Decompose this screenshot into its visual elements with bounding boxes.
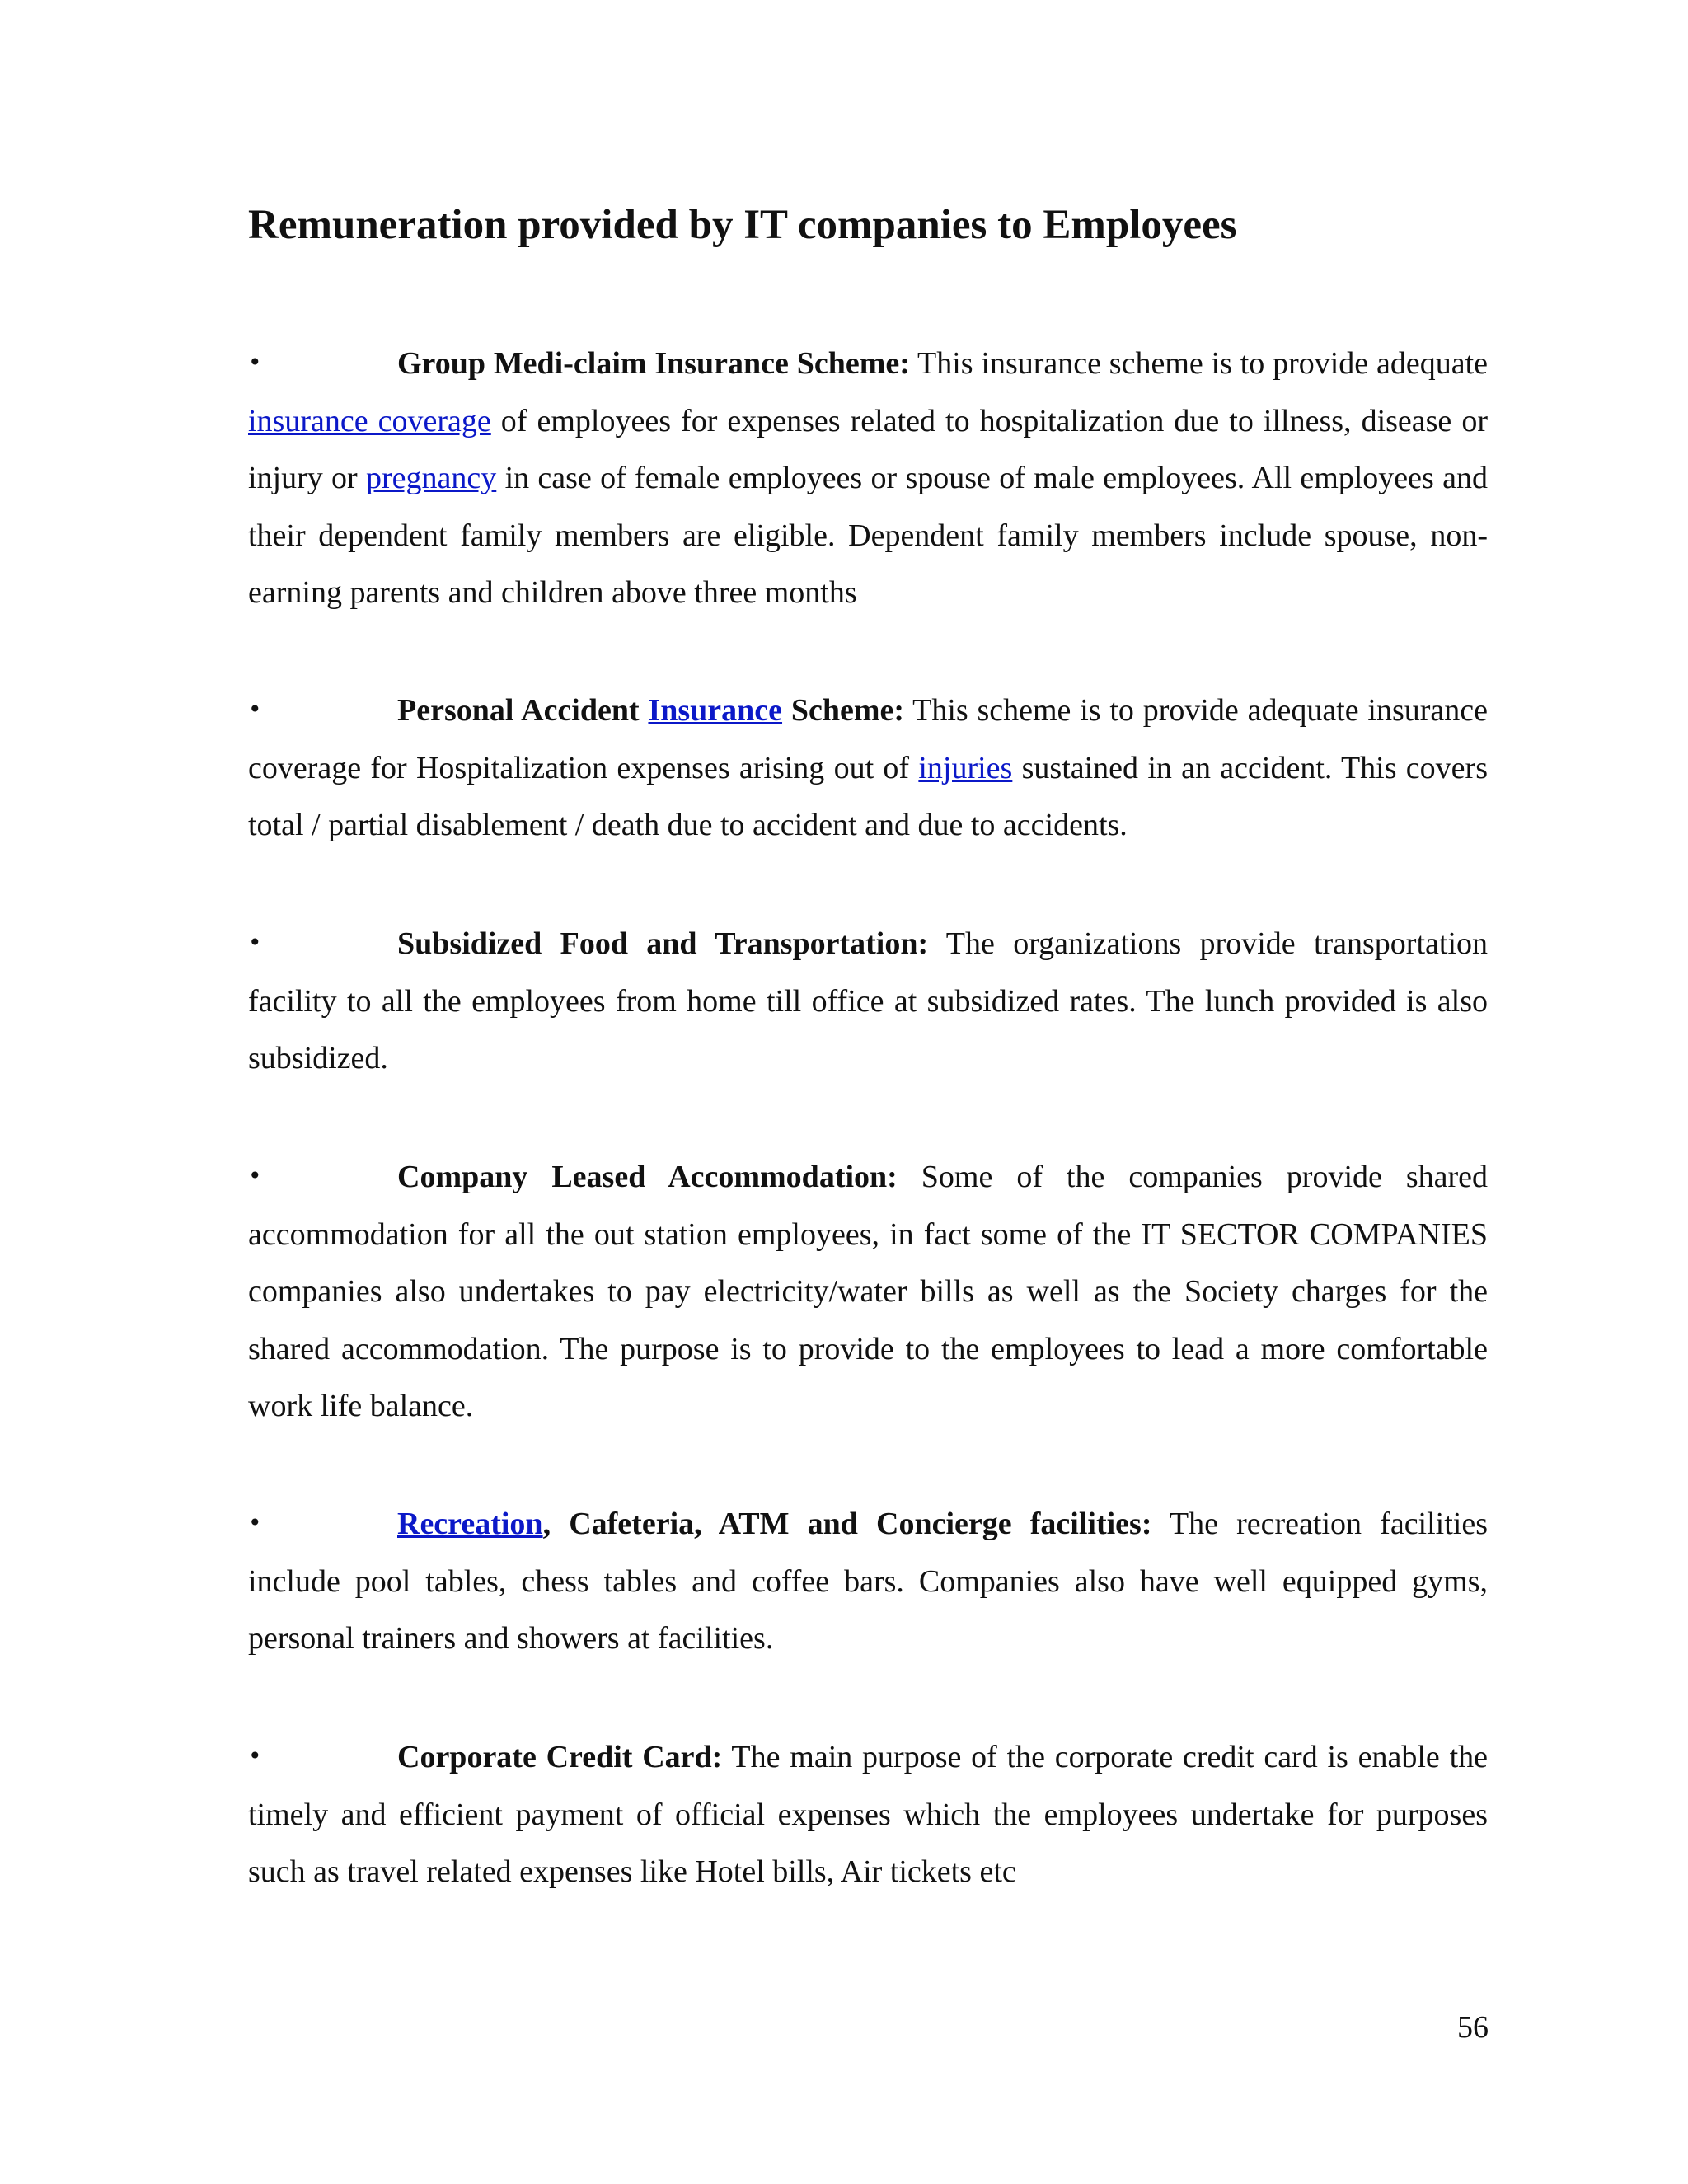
item-lead: Scheme: bbox=[782, 693, 905, 728]
item-text: sustained in an accident. This covers total / partial disablement / death due to accident and due to accidents. bbox=[248, 750, 1488, 842]
item-text: The recreation facilities include pool tables, chess tables and coffee bars. Companies also have well equipped gyms, personal trainers and showers at facilities. bbox=[248, 1507, 1488, 1656]
item-text: The organizations provide transportation facility to all the employees from home till office at subsidized rates. The lunch provided is also subsidized. bbox=[248, 926, 1489, 1076]
link-pregnancy[interactable]: pregnancy bbox=[366, 461, 497, 495]
bullet-icon: • bbox=[248, 349, 262, 376]
item-lead: , Cafeteria, ATM and Concierge facilities: bbox=[542, 1507, 1152, 1541]
item-lead: Subsidized Food and Transportation: bbox=[397, 926, 929, 961]
link-insurance-coverage[interactable]: insurance coverage bbox=[248, 403, 491, 438]
list-item-recreation bbox=[248, 1494, 1488, 1668]
bullet-icon: • bbox=[248, 929, 262, 956]
item-lead: Corporate Credit Card: bbox=[397, 1740, 723, 1774]
item-text: This scheme is to provide adequate insurance coverage for Hospitalization expenses arising out of bbox=[248, 693, 1489, 785]
item-text: This insurance scheme is to provide adequate bbox=[909, 346, 1488, 381]
bullet-icon: • bbox=[248, 1509, 262, 1536]
item-lead: Personal Accident bbox=[397, 693, 649, 728]
item-text: in case of female employees or spouse of male employees. All employees and their dependent family members are eligible. Dependent family members include spouse, non-earning parents and children above three months bbox=[248, 461, 1488, 610]
link-recreation[interactable]: Recreation bbox=[397, 1507, 543, 1541]
item-lead: Company Leased Accommodation: bbox=[397, 1160, 898, 1194]
bullet-icon: • bbox=[248, 1742, 262, 1769]
list-item-subsidized-food bbox=[248, 914, 1488, 1088]
link-injuries[interactable]: injuries bbox=[918, 750, 1013, 785]
page-number: 56 bbox=[1457, 2010, 1489, 2045]
item-text: The main purpose of the corporate credit card is enable the timely and efficient payment of official expenses which the employees undertake for purposes such as travel related expenses like Hotel bills, Air tickets etc bbox=[248, 1740, 1488, 1889]
item-text: Some of the companies provide shared accommodation for all the out station employees, in fact some of the IT SECTOR COMPANIES companies also undertakes to pay electricity/water bills as well as the Society charges for the shared accommodation. The purpose is to provide to the employees to lead a more comfortable work life balance. bbox=[248, 1160, 1489, 1423]
list-item-personal-accident bbox=[248, 681, 1488, 855]
bullet-icon: • bbox=[248, 696, 262, 723]
list-item-group-mediclaim bbox=[248, 334, 1488, 622]
item-lead: Group Medi-claim Insurance Scheme: bbox=[397, 346, 910, 381]
list-item-corporate-credit-card bbox=[248, 1727, 1488, 1901]
item-text: of employees for expenses related to hospitalization due to illness, disease or injury or bbox=[248, 403, 1488, 495]
list-item-company-leased-accommodation bbox=[248, 1147, 1488, 1436]
page-heading: Remuneration provided by IT companies to Employees bbox=[248, 202, 1237, 248]
link-insurance[interactable]: Insurance bbox=[648, 693, 783, 728]
bullet-icon: • bbox=[248, 1162, 262, 1189]
